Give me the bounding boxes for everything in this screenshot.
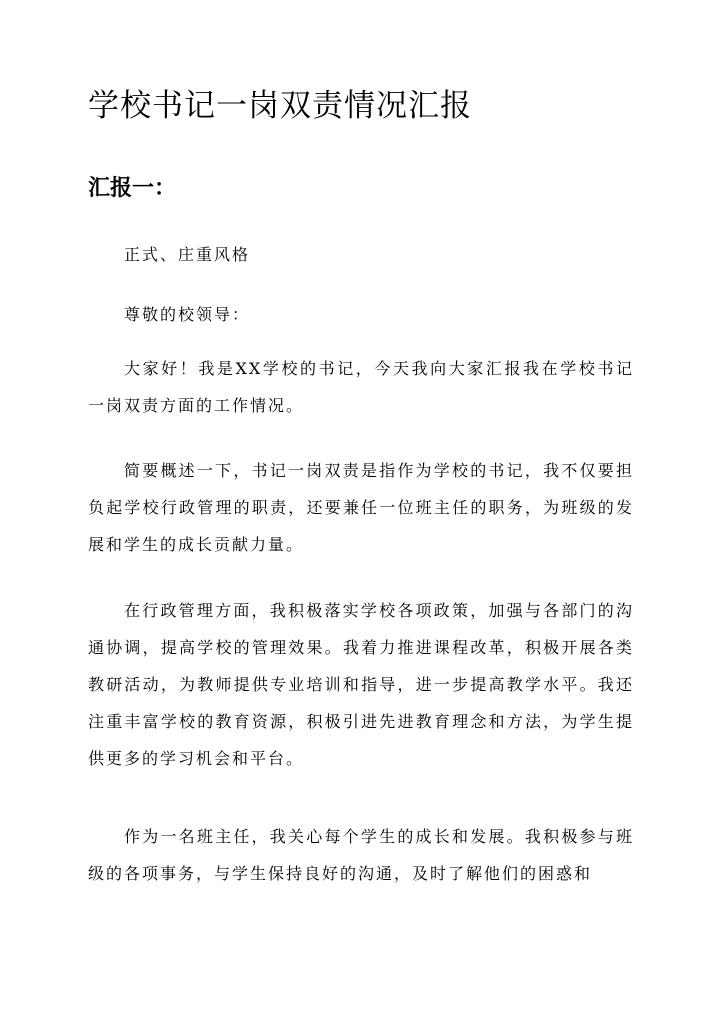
summary-paragraph: 简要概述一下，书记一岗双责是指作为学校的书记，我不仅要担负起学校行政管理的职责，还要兼任一位班主任的职务，为班级的发展和学生的成长贡献力量。: [88, 461, 634, 554]
document-title: 学校书记一岗双责情况汇报: [88, 88, 472, 124]
salutation-paragraph: 尊敬的校领导：: [124, 305, 251, 324]
intro-paragraph: 大家好！我是XX学校的书记，今天我向大家汇报我在学校书记一岗双责方面的工作情况。: [88, 359, 634, 415]
section-heading: 汇报一：: [88, 175, 177, 201]
administration-paragraph: 在行政管理方面，我积极落实学校各项政策，加强与各部门的沟通协调，提高学校的管理效果。我着力推进课程改革，积极开展各类教研活动，为教师提供专业培训和指导，进一步提高教学水平。我还注重丰富学校的教育资源，积极引进先进教育理念和方法，为学生提供更多的学习机会和平台。: [88, 601, 634, 768]
class-teacher-paragraph: 作为一名班主任，我关心每个学生的成长和发展。我积极参与班级的各项事务，与学生保持良好的沟通，及时了解他们的困惑和: [88, 827, 634, 883]
style-note-paragraph: 正式、庄重风格: [124, 245, 251, 264]
